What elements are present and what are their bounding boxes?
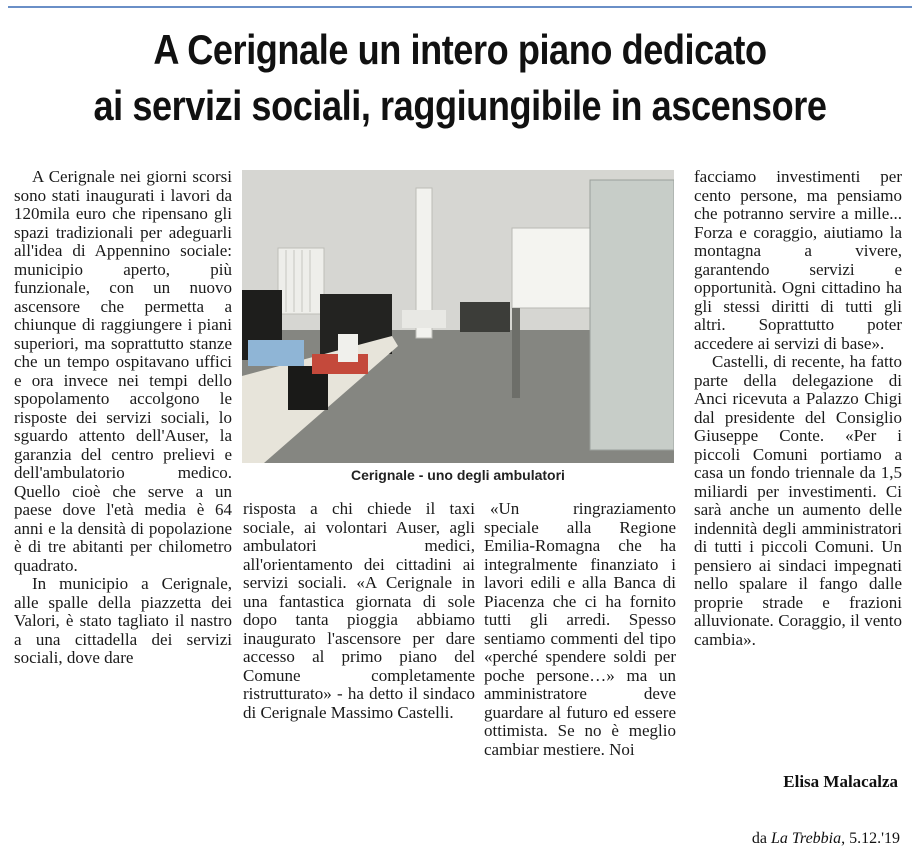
column-1 (14, 168, 232, 668)
column-4 (694, 168, 902, 649)
headline-line-2: ai servizi sociali, raggiungibile in ascensore (93, 82, 827, 129)
column-4-paragraph-1: facciamo investimenti per cento persone, ma pensiamo che potranno servire a mille... Forza e coraggio, aiutiamo la montagna a vivere, garantendo servizi e opportunità. Ogni cittadino ha gli stessi diritti di tutti gli altri. Soprattutto poter accedere ai servizi di base». (694, 167, 902, 353)
headline (64, 22, 855, 134)
headline-line-1: A Cerignale un intero piano dedicato (153, 26, 767, 73)
column-1-paragraph-1: A Cerignale nei giorni scorsi sono stati inaugurati i lavori da 120mila euro che ripensano gli spazi tradizionali per adeguarli all'idea di Appennino sociale: municipio aperto, più funzionale, con un nuovo ascensore che permetta a chiunque di raggiungere i piani superiori, ma soprattutto stanze che un tempo ospitavano uffici e ora invece nei tempi dello spopolamento accolgono le risposte dei servizi sociali, lo sguardo attento dell'Auser, la garanzia del centro prelievi e dell'ambulatorio medico. Quello cioè che serve a un paese dove l'età media è 64 anni e la densità di popolazione è di tre abitanti per chilometro quadrato. (14, 167, 232, 575)
clinic-photo-illustration (242, 170, 674, 463)
source-credit (752, 830, 900, 848)
column-2 (243, 500, 475, 722)
column-4-paragraph-2: Castelli, di recente, ha fatto parte della delegazione di Anci ricevuta a Palazzo Chigi dal presidente del Consiglio Giuseppe Conte. «Per i piccoli Comuni portiamo a casa un fondo triennale da 1,5 miliardi per investimenti. Ci sarà anche un aumento delle indennità degli amministratori di tutti i piccoli Comuni. Un pensiero ai sindaci impegnati nello spalare il fango dalle proprie strade e frazioni alluvionate. Coraggio, il vento cambia». (694, 352, 902, 649)
column-2-paragraph-1: risposta a chi chiede il taxi sociale, ai volontari Auser, agli ambulatori medici, all'orientamento dei cittadini ai servizi sociali. «A Cerignale in una fantastica giornata di sole dopo tanta pioggia abbiamo inaugurato l'ascensore per dare accesso al primo piano del Comune completamente ristrutturato» - ha detto il sindaco di Cerignale Massimo Castelli. (243, 499, 475, 722)
column-1-paragraph-2: In municipio a Cerignale, alle spalle della piazzetta dei Valori, è stato tagliato il nastro a una cittadella dei servizi sociali, dove dare (14, 574, 232, 667)
author-byline: Elisa Malacalza (783, 772, 898, 791)
column-3-paragraph-1: «Un ringraziamento speciale alla Regione Emilia-Romagna che ha integralmente finanziato i lavori edili e alla Banca di Piacenza che ci ha fornito tutti gli arredi. Spesso sentiamo commenti del tipo «perché spendere soldi per poche persone…» ma un amministratore deve guardare al futuro ed essere ottimista. Se no è meglio cambiar mestiere. Noi (484, 499, 676, 759)
source-date: , 5.12.'19 (841, 830, 900, 847)
photo-caption: Cerignale - uno degli ambulatori (351, 467, 565, 483)
top-rule (8, 6, 912, 8)
source-prefix: da (751, 830, 772, 847)
clinic-photo (242, 170, 674, 463)
column-3 (484, 500, 676, 759)
source-publication: La Trebbia (771, 830, 842, 847)
